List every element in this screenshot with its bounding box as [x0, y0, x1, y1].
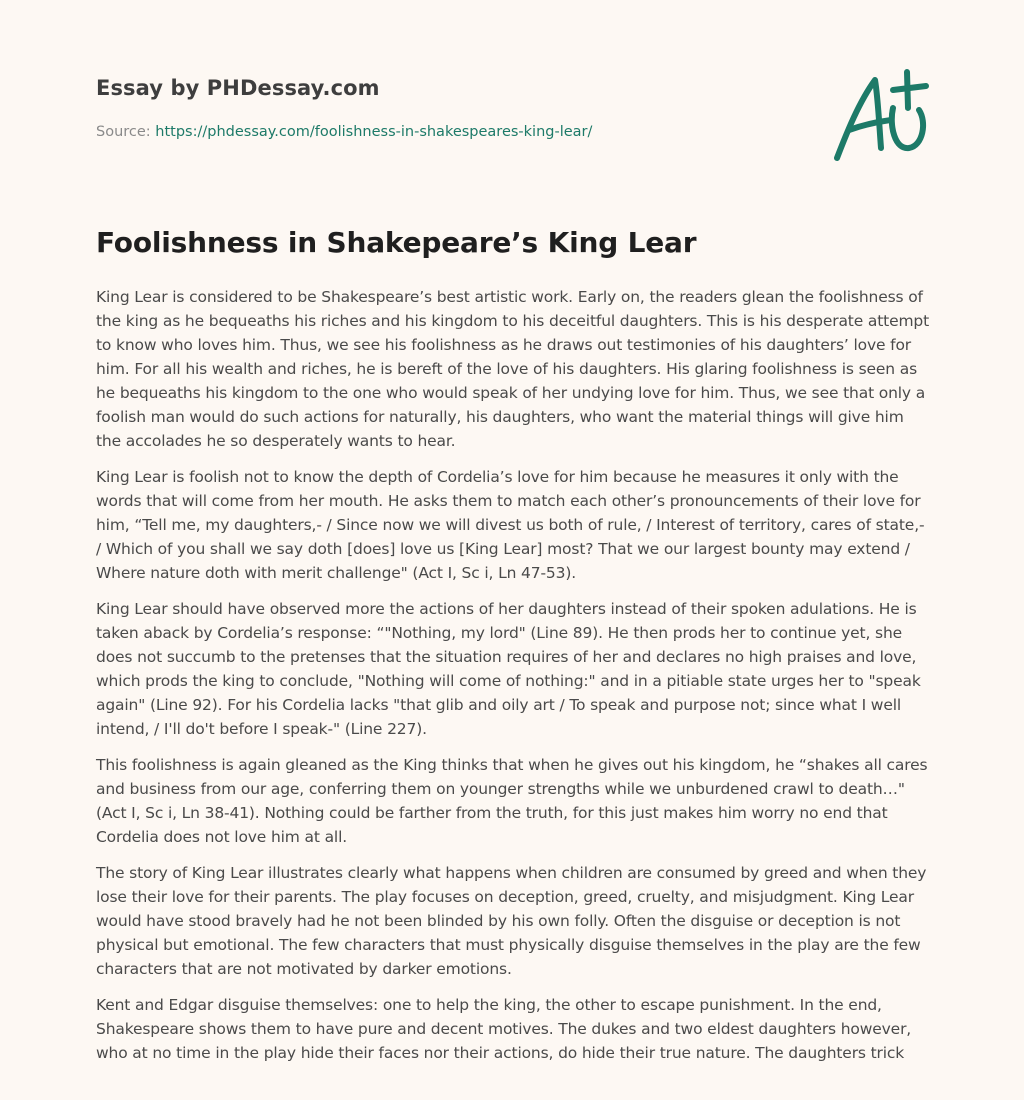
essay-paragraph: This foolishness is again gleaned as the King thinks that when he gives out his kingdom, he “shakes all cares and business from our age, conferring them on younger strengths while we unburdened crawl to death…" (Act I, Sc i, Ln 38-41). Nothing could be farther from the truth, for this just makes him worry no end that Cordelia does not love him at all.: [96, 756, 928, 846]
source-link[interactable]: https://phdessay.com/foolishness-in-shakespeares-king-lear/: [155, 124, 593, 140]
essay-body: [96, 285, 932, 1077]
essay-paragraph: King Lear is foolish not to know the depth of Cordelia’s love for him because he measures it only with the words that will come from her mouth. He asks them to match each other’s pronouncements of their love for him, “Tell me, my daughters,- / Since now we will divest us both of rule, / Interest of territory, cares of state,- / Which of you shall we say doth [does] love us [King Lear] most? That we our largest bounty may extend / Where nature doth with merit challenge" (Act I, Sc i, Ln 47-53).: [96, 468, 925, 582]
essay-paragraph: King Lear should have observed more the actions of her daughters instead of their spoken adulations. He is taken aback by Cordelia’s response: “"Nothing, my lord" (Line 89). He then prods her to continue yet, she does not succumb to the pretenses that the situation requires of her and declares no high praises and love, which prods the king to conclude, "Nothing will come of nothing:" and in a pitiable state urges her to "speak again" (Line 92). For his Cordelia lacks "that glib and oily art / To speak and purpose not; since what I well intend, / I'll do't before I speak-" (Line 227).: [96, 600, 921, 738]
essay-paragraph: The story of King Lear illustrates clearly what happens when children are consumed by greed and when they lose their love for their parents. The play focuses on deception, greed, cruelty, and misjudgment. King Lear would have stood bravely had he not been blinded by his own folly. Often the disguise or deception is not physical but emotional. The few characters that must physically disguise themselves in the play are the few characters that are not motivated by darker emotions.: [96, 864, 927, 978]
site-brand: Essay by PHDessay.com: [96, 76, 380, 100]
essay-title: Foolishness in Shakepeare’s King Lear: [96, 226, 697, 259]
essay-paragraph: King Lear is considered to be Shakespeare’s best artistic work. Early on, the readers glean the foolishness of the king as he bequeaths his riches and his kingdom to his deceitful daughters. This is his desperate attempt to know who loves him. Thus, we see his foolishness as he draws out testimonies of his daughters’ love for him. For all his wealth and riches, he is bereft of the love of his daughters. His glaring foolishness is seen as he bequeaths his kingdom to the one who would speak of her undying love for him. Thus, we see that only a foolish man would do such actions for naturally, his daughters, who want the material things will give him the accolades he so desperately wants to hear.: [96, 288, 930, 450]
a-plus-logo-icon: [831, 68, 933, 164]
essay-paragraph: Kent and Edgar disguise themselves: one to help the king, the other to escape punishment. In the end, Shakespeare shows them to have pure and decent motives. The dukes and two eldest daughters however, who at no time in the play hide their faces nor their actions, do hide their true nature. The daughters trick: [96, 996, 912, 1062]
page-header: [96, 0, 928, 200]
source-line: [96, 124, 592, 140]
source-label: Source:: [96, 124, 156, 140]
